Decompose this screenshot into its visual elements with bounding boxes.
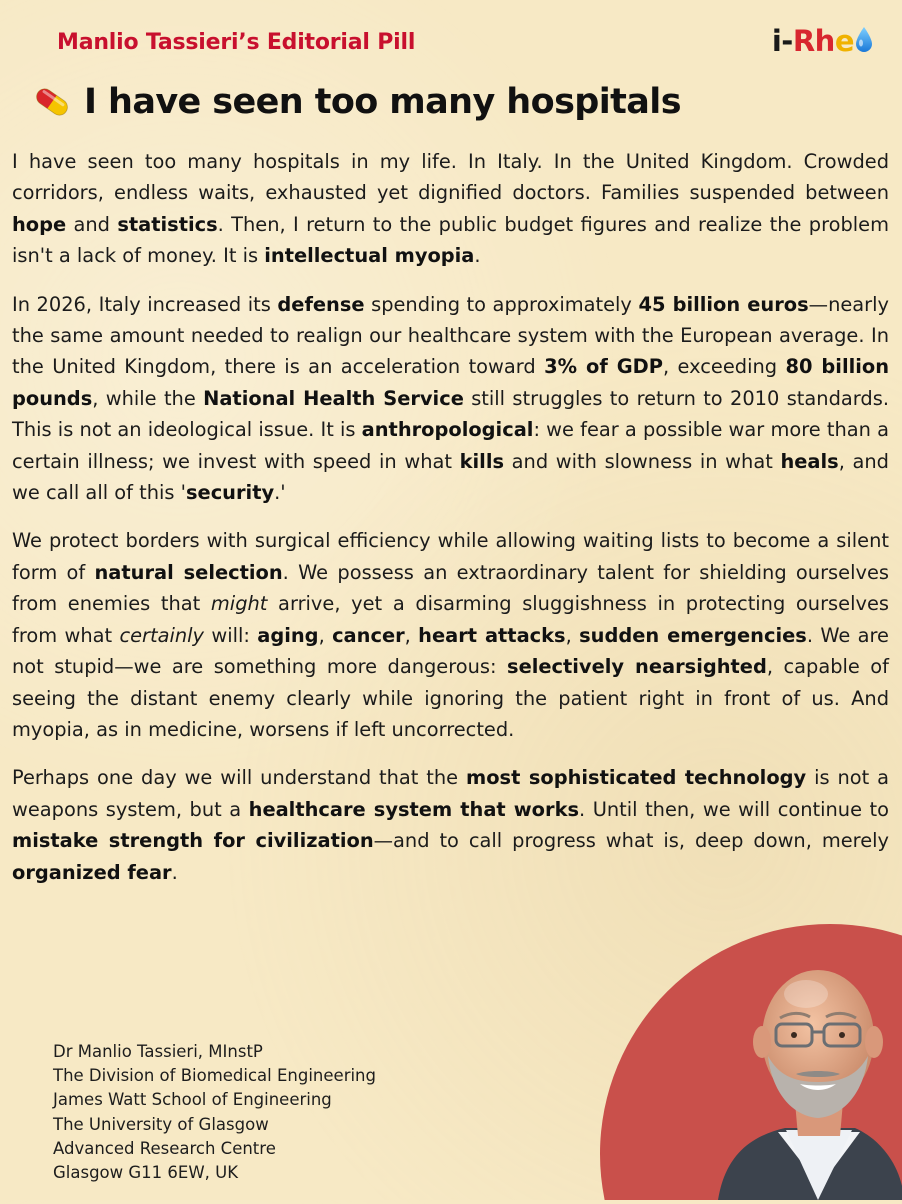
bold-phrase: 3% of GDP (544, 355, 663, 379)
italic-phrase: certainly (119, 623, 205, 647)
bold-phrase: cancer (332, 623, 405, 647)
editorial-kicker: Manlio Tassieri’s Editorial Pill (57, 30, 416, 55)
text-run: , capable of seeing the distant enemy clearly while ignoring the patient right in front of us. And myopia, as in medicine, worsens if left uncorrected. (12, 655, 889, 741)
author-division: The Division of Biomedical Engineering (53, 1066, 376, 1086)
bold-phrase: healthcare system that works (248, 797, 580, 821)
bold-phrase: defense (277, 292, 365, 316)
bold-phrase: aging (257, 623, 319, 647)
bold-phrase: heart attacks (418, 623, 566, 647)
logo-part-i: i- (771, 24, 793, 58)
bold-phrase: selectively nearsighted (507, 655, 767, 679)
bold-phrase: most sophisticated technology (466, 766, 807, 790)
bold-phrase: mistake strength for civilization (12, 829, 374, 853)
text-run: : we fear a possible war more than a certain illness; we invest with speed in what (12, 418, 889, 473)
bold-phrase: sudden emergencies (579, 623, 807, 647)
text-run: . (171, 860, 178, 884)
page-title: I have seen too many hospitals (84, 82, 681, 122)
italic-phrase: might (210, 592, 268, 616)
text-run: still struggles to return to 2010 standards. This is not an ideological issue. It is (12, 386, 889, 442)
text-run: and with slowness in what (504, 449, 781, 473)
text-run: , (404, 623, 419, 647)
paragraph-3 (12, 525, 889, 745)
text-run: I have seen too many hospitals in my life. In Italy. In the United Kingdom. Crowded corridors, endless waits, exhausted yet dignified doctors. Families suspended between (12, 150, 889, 205)
author-photo (600, 924, 902, 1200)
text-run: will: (204, 623, 258, 647)
text-run: In 2026, Italy increased its (12, 292, 278, 316)
text-run: —and to call progress what is, deep down, merely (373, 829, 889, 853)
text-run: , (318, 623, 333, 647)
text-run: , while the (92, 386, 204, 410)
text-run: We protect borders with surgical efficiency while allowing waiting lists to become a silent form of (12, 529, 889, 584)
author-name: Dr Manlio Tassieri, MInstP (53, 1042, 263, 1061)
bold-phrase: 80 billion pounds (12, 355, 890, 410)
text-run: Perhaps one day we will understand that the (12, 766, 467, 790)
paragraph-1 (12, 146, 889, 272)
text-run: , (565, 623, 580, 647)
text-run: spending to approximately (364, 292, 639, 316)
bold-phrase: hope (12, 212, 67, 236)
paragraph-4 (12, 762, 889, 888)
author-signature (53, 1040, 376, 1185)
logo-part-rh: Rh (792, 24, 835, 58)
text-run: , and we call all of this ' (12, 449, 889, 505)
text-run: . We possess an extraordinary talent for shielding ourselves from enemies that (12, 560, 889, 616)
bold-phrase: anthropological (361, 418, 534, 442)
author-university: The University of Glasgow (53, 1114, 269, 1134)
i-rheo-logo (772, 24, 874, 61)
text-run: .' (274, 481, 286, 505)
text-run: arrive, yet a disarming sluggishness in protecting ourselves from what (12, 592, 889, 647)
logo-part-e: e (834, 24, 854, 58)
author-school: James Watt School of Engineering (53, 1090, 332, 1110)
text-run: —nearly the same amount needed to realign our healthcare system with the European average. In the United Kingdom, there is an acceleration toward (12, 292, 889, 379)
text-run: is not a weapons system, but a (12, 766, 889, 821)
text-run: . Until then, we will continue to (579, 797, 889, 821)
article-body (12, 146, 889, 905)
bold-phrase: organized fear (12, 860, 172, 884)
bold-phrase: kills (459, 449, 505, 473)
bold-phrase: natural selection (94, 560, 283, 584)
text-run: . Then, I return to the public budget figures and realize the problem isn't a lack of money. It is (12, 212, 889, 268)
bold-phrase: heals (780, 449, 839, 473)
bold-phrase: statistics (117, 212, 218, 236)
bold-phrase: 45 billion euros (638, 292, 809, 316)
text-run: . We are not stupid—we are something more dangerous: (12, 623, 889, 679)
paragraph-2 (12, 289, 889, 509)
pill-icon (32, 82, 72, 122)
bold-phrase: security (186, 481, 275, 505)
author-centre: Advanced Research Centre (53, 1138, 276, 1158)
title-row (32, 74, 681, 130)
bold-phrase: National Health Service (203, 386, 464, 410)
water-drop-icon (854, 26, 874, 61)
text-run: and (66, 212, 118, 236)
author-address: Glasgow G11 6EW, UK (53, 1163, 239, 1183)
text-run: , exceeding (662, 355, 786, 379)
bold-phrase: intellectual myopia (264, 244, 475, 268)
text-run: . (474, 244, 481, 268)
